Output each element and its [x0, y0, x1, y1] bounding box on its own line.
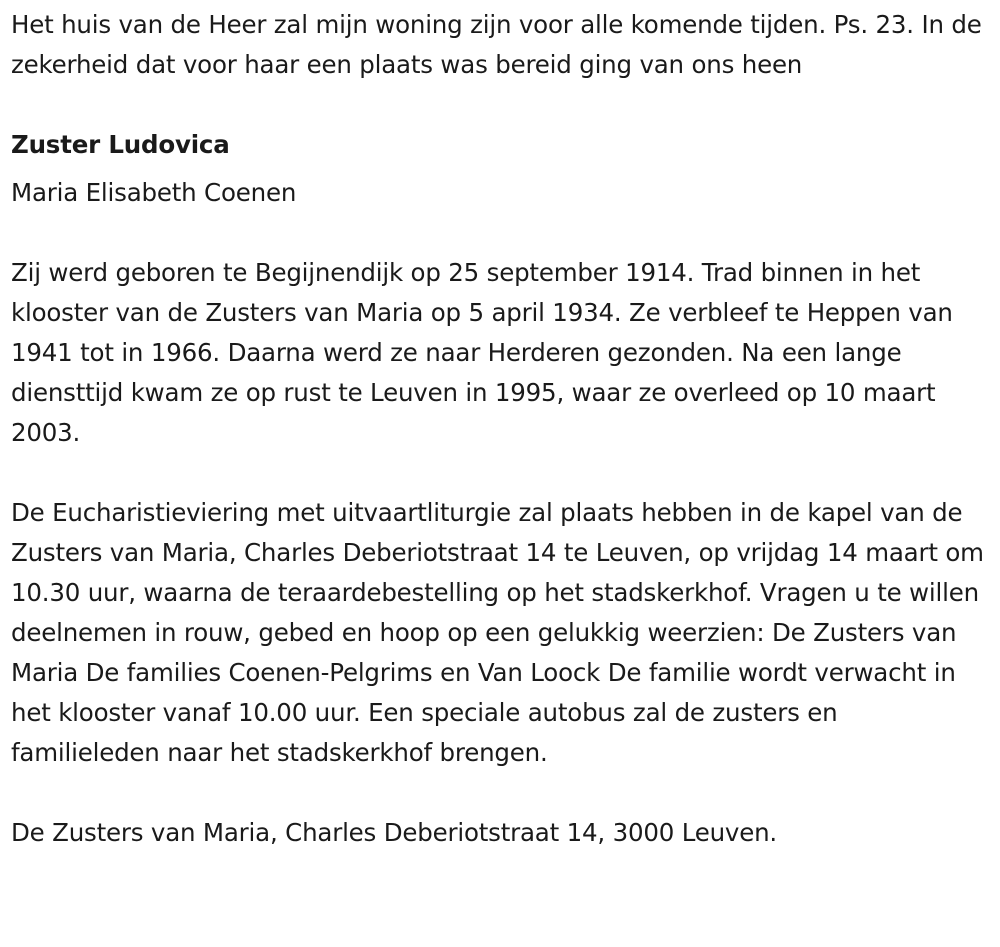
- spacer: [11, 213, 986, 253]
- religious-name: Zuster Ludovica: [11, 130, 230, 159]
- opening-quote: Het huis van de Heer zal mijn woning zijn voor alle komende tijden. Ps. 23. In de zekerheid dat voor haar een plaats was bereid ging van ons heen: [11, 10, 982, 79]
- funeral-notice-paragraph: De Eucharistieviering met uitvaartliturgie zal plaats hebben in de kapel van de Zusters van Maria, Charles Deberiotstraat 14 te Leuven, op vrijdag 14 maart om 10.30 uur, waarna de teraardebestelling op het stadskerkhof. Vragen u te willen deelnemen in rouw, gebed en hoop op een gelukkig weerzien: De Zusters van Maria De families Coenen-Pelgrims en Van Loock De familie wordt verwacht in het klooster vanaf 10.00 uur. Een speciale autobus zal de zusters en familieleden naar het stadskerkhof brengen.: [11, 498, 984, 767]
- biography-paragraph: Zij werd geboren te Begijnendijk op 25 september 1914. Trad binnen in het klooster van de Zusters van Maria op 5 april 1934. Ze verbleef te Heppen van 1941 tot in 1966. Daarna werd ze naar Herderen gezonden. Na een lange diensttijd kwam ze op rust te Leuven in 1995, waar ze overleed op 10 maart 2003.: [11, 258, 953, 447]
- obituary-text: [11, 5, 986, 853]
- spacer: [11, 453, 986, 493]
- address-line: De Zusters van Maria, Charles Deberiotstraat 14, 3000 Leuven.: [11, 818, 778, 847]
- spacer: [11, 773, 986, 813]
- civil-name: Maria Elisabeth Coenen: [11, 178, 297, 207]
- spacer: [11, 85, 986, 125]
